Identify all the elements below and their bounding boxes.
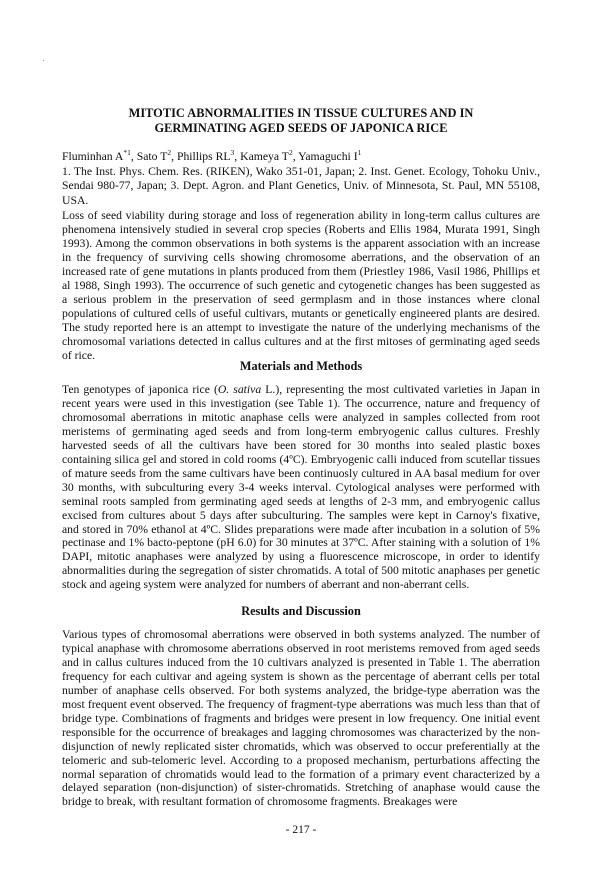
- author-name: , Yamaguchi I: [292, 150, 358, 163]
- author-affil-mark: *1: [123, 148, 131, 158]
- author-list: [62, 150, 540, 165]
- paper-title: [62, 106, 540, 135]
- methods-text: Ten genotypes of japonica rice (: [62, 383, 218, 396]
- title-line-2: GERMINATING AGED SEEDS OF JAPONICA RICE: [154, 120, 448, 135]
- section-heading-results: Results and Discussion: [241, 604, 361, 618]
- introduction-paragraph: Loss of seed viability during storage and loss of regeneration ability in long-term callus cultures are phenomena intensively studied in several crop species (Roberts and Ellis 1984, Murata 1991, Singh 1993). Among the common observations in both systems is the apparent association with an increase in the frequency of surviving cells showing chromosome aberrations, and the observation of an increased rate of gene mutations in plants produced from them (Priestley 1986, Vasil 1986, Phillips et al 1988, Singh 1993). The occurrence of such genetic and cytogenetic changes has been suggested as a serious problem in the preservation of seed germplasm and in those instances where clonal populations of cultured cells of useful cultivars, mutants or genetically engineered plants are desired. The study reported here is an attempt to investigate the nature of the underlying mechanisms of the chromosomal variations detected in callus cultures and at the first mitoses of germinating aged seeds of rice.: [62, 209, 540, 362]
- species-name: O. sativa: [217, 383, 262, 396]
- methods-paragraph: [62, 383, 540, 592]
- scan-speck: [43, 60, 44, 61]
- results-paragraph: Various types of chromosomal aberrations were observed in both systems analyzed. The number of typical anaphase with chromosome aberrations observed in root meristems removed from aged seeds and in callus cultures induced from the 10 cultivars analyzed is presented in Table 1. The aberration frequency for each cultivar and ageing system is shown as the percentage of aberrant cells per total number of anaphase cells observed. For both systems analyzed, the bridge-type aberration was the most frequent event observed. The frequency of fragment-type aberrations was much less than that of bridge type. Combinations of fragments and bridges were present in low frequency. One initial event responsible for the occurrence of breakages and lagging chromosomes was characterized by the non-disjunction of newly replicated sister chromatids, which was observed to occur preferentially at the telomeric and sub-telomeric level. According to a proposed mechanism, perturbations affecting the normal separation of chromatids would lead to the formation of a primary event characterized by a delayed separation (non-disjunction) of sister-chromatids. Stretching of anaphase would cause the bridge to break, with resultant formation of chromosome fragments. Breakages were: [62, 628, 540, 809]
- affiliations: 1. The Inst. Phys. Chem. Res. (RIKEN), Wako 351-01, Japan; 2. Inst. Genet. Ecology, Tohoku Univ., Sendai 980-77, Japan; 3. Dept. Agron. and Plant Genetics, Univ. of Minnesota, St. Paul, MN 55108, USA.: [62, 164, 540, 207]
- author-affil-mark: 2: [288, 148, 293, 158]
- author-affil-mark: 2: [167, 148, 172, 158]
- title-line-1: MITOTIC ABNORMALITIES IN TISSUE CULTURES AND IN: [128, 106, 474, 120]
- author-affil-mark: 1: [357, 148, 362, 158]
- author-name: Fluminhan A: [62, 150, 124, 163]
- author-affil-mark: 3: [230, 148, 235, 158]
- author-name: , Sato T: [130, 150, 168, 163]
- author-name: , Phillips RL: [171, 150, 231, 163]
- section-heading-methods: Materials and Methods: [239, 359, 363, 373]
- page-number: - 217 -: [285, 824, 317, 836]
- methods-text: L.), representing the most cultivated varieties in Japan in recent years were used in this investigation (see Table 1). The occurrence, nature and frequency of chromosomal aberrations in mitotic anaphase cells were analyzed in samples collected from root meristems of germinating aged seeds and from long-term embryogenic callus cultures. Freshly harvested seeds of all the cultivars have been stored for 30 months into sealed plastic boxes containing silica gel and stored in cold rooms (4ºC). Embryogenic calli induced from scutellar tissues of mature seeds from the same cultivars have been continuosly cultured in AA basal medium for over 30 months, with subculturing every 3-4 weeks interval. Cytological analyses were performed with seminal roots sampled from germinating aged seeds at lengths of 2-3 mm, and embryogenic callus excised from cultures about 5 days after subculturing. The samples were kept in Carnoy's fixative, and stored in 70% ethanol at 4ºC. Slides preparations were made after incubation in a solution of 5% pectinase and 1% bacto-peptone (pH 6.0) for 30 minutes at 37ºC. After staining with a solution of 1% DAPI, mitotic anaphases were analyzed by using a fluorescence microscope, in order to identify abnormalities during the segregation of sister chromatids. A total of 500 mitotic anaphases per genetic stock and ageing system were analyzed for numbers of aberrant and non-aberrant cells.: [62, 383, 540, 592]
- author-name: , Kameya T: [234, 150, 289, 163]
- author-block: [62, 150, 540, 208]
